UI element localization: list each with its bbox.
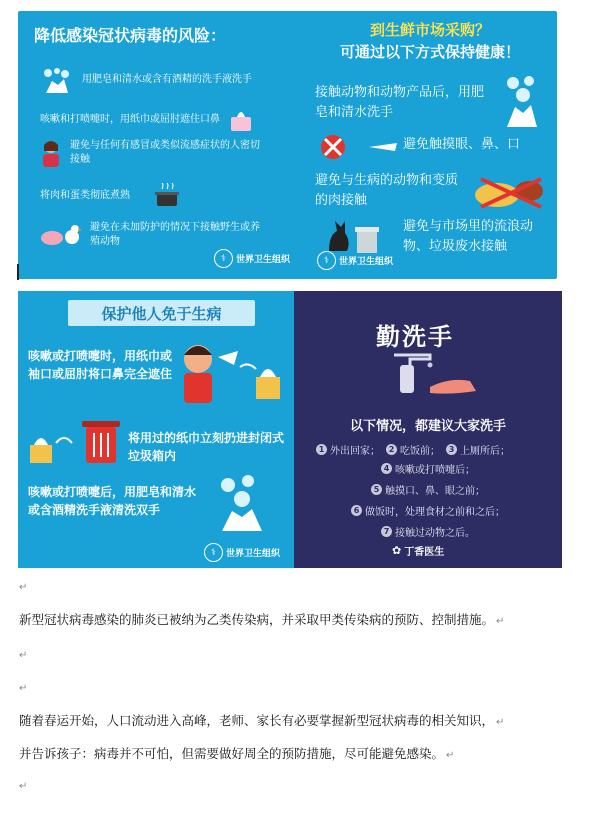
risk-item — [40, 139, 290, 167]
protect-item: 将用过的纸巾立刻扔进封闭式垃圾箱内 — [128, 431, 285, 463]
poster1-left-panel — [18, 11, 303, 279]
wash-item — [446, 442, 510, 457]
poster-risk-reduction — [18, 11, 557, 279]
wash-item-text: 上厕所后； — [460, 446, 510, 457]
who-logo — [214, 249, 290, 268]
paragraph-text: 并告诉孩子：病毒并不可怕，但需要做好周全的预防措施，尽可能避免感染。 — [19, 746, 445, 761]
paragraph — [19, 712, 504, 732]
paragraph-mark: ↵ — [19, 781, 28, 792]
who-emblem-icon: ⚕ — [317, 251, 336, 270]
wash-item-number: 3 — [446, 444, 457, 455]
market-item: 接触动物和动物产品后，用肥皂和清水洗手 — [315, 85, 485, 120]
protect-item: 咳嗽或打喷嚏时，用纸巾或袖口或屈肘将口鼻完全遮住 — [28, 349, 173, 381]
cooking-pot-icon — [154, 183, 180, 209]
sick-person-icon — [40, 139, 62, 167]
wash-item-text: 接触过动物之后。 — [395, 528, 475, 539]
risk-item — [40, 221, 290, 249]
text-cursor-mark — [17, 264, 19, 280]
poster1-left-title: 降低感染冠状病毒的风险： — [34, 26, 227, 45]
protect-item: 咳嗽或打喷嚏后，用肥皂和清水或含酒精洗手液清洗双手 — [28, 485, 197, 517]
risk-item-text: 咳嗽和打喷嚏时，用纸巾或屈肘遮住口鼻 — [40, 114, 220, 125]
wash-list-row — [316, 442, 510, 457]
poster2-right-subtitle: 以下情况，都建议大家洗手 — [349, 419, 506, 434]
paragraph-mark: ↵ — [496, 717, 505, 728]
who-label: 世界卫生组织 — [339, 257, 394, 267]
risk-item-text: 避免与任何有感冒或类似流感症状的人密切接触 — [70, 140, 260, 165]
wash-item-text: 外出回家； — [330, 446, 380, 457]
who-logo — [204, 543, 280, 562]
paragraph-mark: ↵ — [496, 616, 505, 627]
wash-item — [381, 461, 475, 476]
paragraph-mark: ↵ — [19, 650, 28, 661]
market-item: 避免与生病的动物和变质的肉接触 — [315, 173, 459, 208]
pig-chicken-icon — [40, 222, 82, 248]
wash-item-number: 1 — [316, 444, 327, 455]
hand-wash-icon — [208, 473, 278, 533]
wash-item-number: 7 — [381, 526, 392, 537]
wash-item — [351, 503, 505, 518]
paragraph-text: 新型冠状病毒感染的肺炎已被纳为乙类传染病，并采取甲类传染病的预防、控制措施。 — [19, 612, 495, 627]
who-label: 世界卫生组织 — [236, 255, 291, 265]
sick-animal-meat-icon — [471, 171, 551, 211]
wash-item-text: 咳嗽或打喷嚏后； — [395, 465, 475, 476]
wash-item — [316, 442, 380, 457]
wash-item — [386, 442, 440, 457]
cat-trash-icon — [325, 215, 381, 255]
risk-item-text: 将肉和蛋类彻底煮熟 — [40, 190, 130, 201]
wash-item — [371, 482, 485, 497]
poster-wash-hands — [294, 291, 562, 568]
poster1-right-title: 到生鲜市场采购？ — [369, 21, 490, 39]
paragraph-mark: ↵ — [19, 582, 28, 593]
trash-bin-icon — [26, 417, 126, 467]
wash-item-number: 5 — [371, 484, 382, 495]
wash-item-number: 6 — [351, 505, 362, 516]
poster-protect-others — [18, 291, 294, 568]
paragraph — [19, 745, 454, 765]
paragraph-mark: ↵ — [19, 683, 28, 694]
wash-item-number: 4 — [381, 463, 392, 474]
wash-list — [294, 461, 562, 539]
tissue-box-icon — [228, 107, 254, 133]
wash-item-text: 吃饭前； — [400, 446, 440, 457]
soap-dispenser-icon — [390, 351, 480, 397]
risk-item — [40, 107, 290, 133]
market-item: 避免触摸眼、鼻、口 — [403, 137, 521, 152]
market-item: 避免与市场里的流浪动物、垃圾废水接触 — [403, 219, 534, 254]
hand-wash-icon — [499, 73, 543, 129]
clove-icon: ✿ — [392, 544, 402, 557]
who-label: 世界卫生组织 — [226, 549, 281, 559]
poster2-left-banner: 保护他人免于生病 — [68, 300, 255, 326]
paragraph-text: 随着春运开始，人口流动进入高峰，老师、家长有必要掌握新型冠状病毒的相关知识， — [19, 713, 495, 728]
wash-item-text: 触摸口、鼻、眼之前； — [385, 486, 485, 497]
poster1-right-subtitle: 可通过以下方式保持健康！ — [339, 43, 520, 61]
risk-item — [40, 183, 290, 209]
risk-item-text: 用肥皂和清水或含有酒精的洗手液洗手 — [82, 74, 252, 85]
wash-item-text: 做饭时，处理食材之前和之后； — [365, 507, 505, 518]
who-logo — [317, 251, 393, 270]
risk-item-text: 避免在未加防护的情况下接触野生或养殖动物 — [90, 222, 260, 247]
brand-label: 丁香医生 — [404, 547, 445, 558]
who-emblem-icon: ⚕ — [204, 543, 223, 562]
risk-item — [40, 65, 290, 95]
hand-wash-icon — [40, 65, 74, 95]
no-touch-face-icon — [319, 129, 399, 165]
wash-item — [381, 524, 475, 539]
sneezing-person-icon — [178, 337, 288, 407]
paragraph — [19, 611, 504, 631]
who-emblem-icon: ⚕ — [214, 249, 233, 268]
wash-item-number: 2 — [386, 444, 397, 455]
brand-logo — [392, 543, 444, 558]
poster1-right-panel — [303, 11, 557, 279]
paragraph-mark: ↵ — [446, 750, 455, 761]
poster2-right-title: 勤洗手 — [376, 323, 454, 351]
